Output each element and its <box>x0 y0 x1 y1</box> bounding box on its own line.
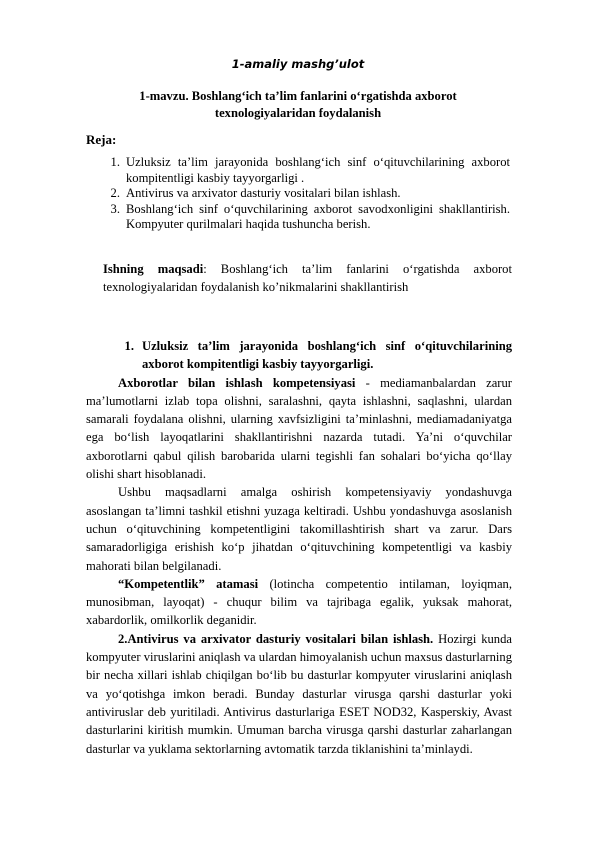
goal-paragraph <box>103 260 512 296</box>
plan-item-text: Boshlang‘ich sinf o‘quvchilarining axborot savodxonligini shakllantirish. Kompyuter qurilmalari haqida tushuncha berish. <box>126 201 510 231</box>
section-1-heading <box>86 337 512 374</box>
paragraph-antivirus <box>86 630 512 758</box>
paragraph-antivirus-text: Hozirgi kunda kompyuter viruslarini aniqlash va ulardan himoyalanish uchun maxsus dasturlarning bir necha xillari ishlab chiqilgan bo‘lib bu dasturlar kompyuter viruslarini aniqlash va yo‘qotishga imkon beradi. Bunday dasturlar virusga qarshi dasturlar yoki antiviruslar deb yuritiladi. Antivirus dasturlariga ESET NOD32, Kasperskiy, Avast dasturlarini kiritish mumkin. Umuman barcha virusga qarshi dasturlar zaharlangan dasturlar va yuklama sektorlarning avtomatik tarzda tiklanishini ta’minlaydi. <box>86 631 512 756</box>
plan-label: Reja: <box>86 132 117 147</box>
plan-item-number: 3. <box>110 201 120 216</box>
paragraph-competentlik-lead: “Kompetentlik” atamasi <box>118 576 259 591</box>
plan-item <box>86 202 510 233</box>
plan-item-number: 1. <box>110 155 120 169</box>
goal-text: : Boshlang‘ich ta’lim fanlarini o‘rgatishda axborot texnologiyalaridan foydalanish ko’nikmalarini shakllantirish <box>103 262 512 294</box>
plan-list <box>86 155 510 233</box>
goal-label: Ishning maqsadi <box>103 262 204 276</box>
paragraph-competence-text: - mediamanbalardan zarur ma’lumotlarni izlab topa olishni, saralashni, qayta ishlashni, saqlashni, ulardan samarali foydalana olishni, ularning xavfsizligini ta’minlashni, mediamadaniyatga ega bo‘lish layoqatlarini shakllantirishni nazarda tutadi. Ya’ni o‘quvchilar axborotlarni qabul qilish barobarida ularni tegishli fan sohalari bo‘yicha qo‘llay olishi shart hisoblanadi. <box>86 375 512 482</box>
paragraph-competence <box>86 374 512 484</box>
topic-title-line-2: texnologiyalaridan foydalanish <box>214 106 382 120</box>
practical-title: 1-amaliy mashg’ulot <box>231 57 365 71</box>
paragraph-competence-lead: Axborotlar bilan ishlash kompetensiyasi <box>118 375 356 390</box>
plan-item-text: Uzluksiz ta’lim jarayonida boshlang‘ich sinf o‘qituvchilarining axborot kompitentligi kasbiy tayyorgarligi . <box>126 155 510 185</box>
plan-item-number: 2. <box>110 186 120 200</box>
paragraph-antivirus-lead: 2.Antivirus va arxivator dasturiy vositalari bilan ishlash. <box>118 631 434 646</box>
topic-title <box>120 88 476 122</box>
plan-item <box>86 155 510 186</box>
paragraph-approach: Ushbu maqsadlarni amalga oshirish kompetensiyaviy yondashuvga asoslangan ta’limni tashkil etishni yuzaga keltiradi. Ushbu yondashuvga asoslanish uchun o‘qituvchining kompetentligini takomillashtirish shart va zarur. Dars samaradorligiga erishish ko‘p jihatdan o‘qituvchining kompetentligi va kasbiy mahorati bilan belgilanadi. <box>86 485 512 573</box>
plan-item <box>86 186 510 202</box>
paragraph-competentlik <box>86 575 512 630</box>
topic-title-line-1: 1-mavzu. Boshlang‘ich ta’lim fanlarini o‘rgatishda axborot <box>139 89 457 103</box>
main-body <box>86 337 512 758</box>
section-1-number: 1. <box>124 339 134 353</box>
section-1-title: Uzluksiz ta’lim jarayonida boshlang‘ich sinf o‘qituvchilarining axborot kompitentligi kasbiy tayyorgarligi. <box>142 339 512 372</box>
plan-item-text: Antivirus va arxivator dasturiy vositalari bilan ishlash. <box>126 186 401 200</box>
paragraph-competentlik-text: (lotincha competentio intilaman, loyiqman, munosibman, layoqat) - chuqur bilim va tajribaga egalik, yuksak mahorat, xabardorlik, omilkorlik deganidir. <box>86 576 512 628</box>
